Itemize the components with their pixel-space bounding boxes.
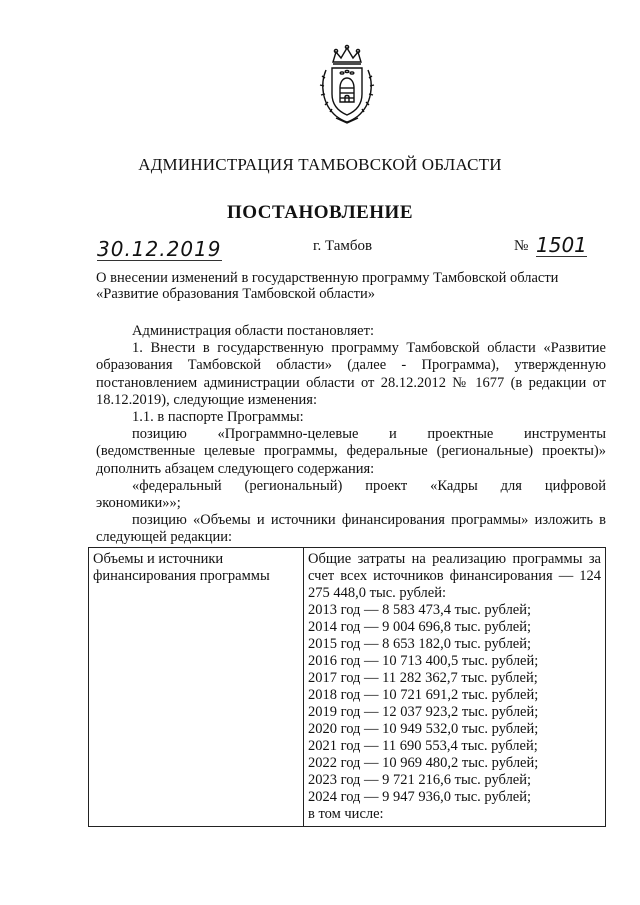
- year-line: 2022 год — 10 969 480,2 тыс. рублей;: [308, 755, 539, 771]
- year-line: 2019 год — 12 037 923,2 тыс. рублей;: [308, 704, 539, 720]
- document-city: г. Тамбов: [313, 238, 373, 254]
- organization-title: АДМИНИСТРАЦИЯ ТАМБОВСКОЙ ОБЛАСТИ: [138, 155, 502, 174]
- word: и: [388, 426, 397, 443]
- year-line: 2024 год — 9 947 936,0 тыс. рублей;: [308, 789, 532, 805]
- subject-line-1: О внесении изменений в государственную программу Тамбовской области: [96, 270, 559, 286]
- paragraph-position-1-first-line: [96, 426, 606, 443]
- year-line: 2014 год — 9 004 696,8 тыс. рублей;: [308, 619, 532, 635]
- document-subject: [96, 270, 606, 302]
- year-line: 2015 год — 8 653 182,0 тыс. рублей;: [308, 636, 532, 652]
- document-body: [96, 323, 606, 547]
- subject-line-2: «Развитие образования Тамбовской области»: [96, 286, 375, 302]
- financing-footer: в том числе:: [308, 806, 384, 822]
- word: позицию: [132, 426, 187, 443]
- financing-values-cell: [304, 548, 606, 827]
- paragraph-project-first-line: [96, 478, 606, 495]
- year-line: 2016 год — 10 713 400,5 тыс. рублей;: [308, 653, 539, 669]
- word: для: [500, 477, 522, 494]
- financing-intro: Общие затраты на реализацию программы за счет всех источников финансирования — 124 275 448,0 тыс. рублей:: [308, 551, 601, 601]
- paragraph-item-1-1: 1.1. в паспорте Программы:: [132, 409, 304, 426]
- word: «федеральный: [132, 477, 222, 494]
- paragraph-position-2: позицию «Объемы и источники финансирования программы» изложить в следующей редакции:: [96, 512, 606, 546]
- paragraph-project-rest: экономики»»;: [96, 495, 181, 512]
- paragraph-item-1: 1. Внести в государственную программу Тамбовской области «Развитие образования Тамбовской области» (далее - Программа), утвержденную постановлением администрации области от 28.12.2012 № 1677 (в редакции от 18.12.2019), следующие изменения:: [96, 340, 606, 408]
- word: цифровой: [544, 477, 606, 494]
- word: «Программно-целевые: [217, 426, 359, 443]
- tambov-coat-of-arms-icon: [316, 44, 378, 126]
- year-line: 2018 год — 10 721 691,2 тыс. рублей;: [308, 687, 539, 703]
- year-line: 2020 год — 10 949 532,0 тыс. рублей;: [308, 721, 539, 737]
- document-number: 1501: [536, 233, 587, 257]
- table-row: [89, 548, 606, 827]
- year-line: 2021 год — 11 690 553,4 тыс. рублей;: [308, 738, 538, 754]
- word: проект: [365, 477, 408, 494]
- year-line: 2017 год — 11 282 362,7 тыс. рублей;: [308, 670, 538, 686]
- year-line: 2023 год — 9 721 216,6 тыс. рублей;: [308, 772, 532, 788]
- document-type-title: ПОСТАНОВЛЕНИЕ: [226, 202, 414, 223]
- financing-label-cell: Объемы и источники финансирования программы: [89, 548, 304, 827]
- document-number-label: №: [514, 238, 529, 254]
- financing-table: [88, 547, 606, 827]
- document-date: 30.12.2019: [97, 237, 222, 261]
- paragraph-resolves: Администрация области постановляет:: [132, 323, 374, 339]
- year-line: 2013 год — 8 583 473,4 тыс. рублей;: [308, 602, 532, 618]
- word: (региональный): [244, 477, 343, 494]
- word: «Кадры: [430, 477, 478, 494]
- word: проектные: [427, 426, 494, 443]
- word: инструменты: [523, 426, 606, 443]
- paragraph-position-1-rest: (ведомственные целевые программы, федеральные (региональные) проекты)» дополнить абзацем следующего содержания:: [96, 443, 606, 477]
